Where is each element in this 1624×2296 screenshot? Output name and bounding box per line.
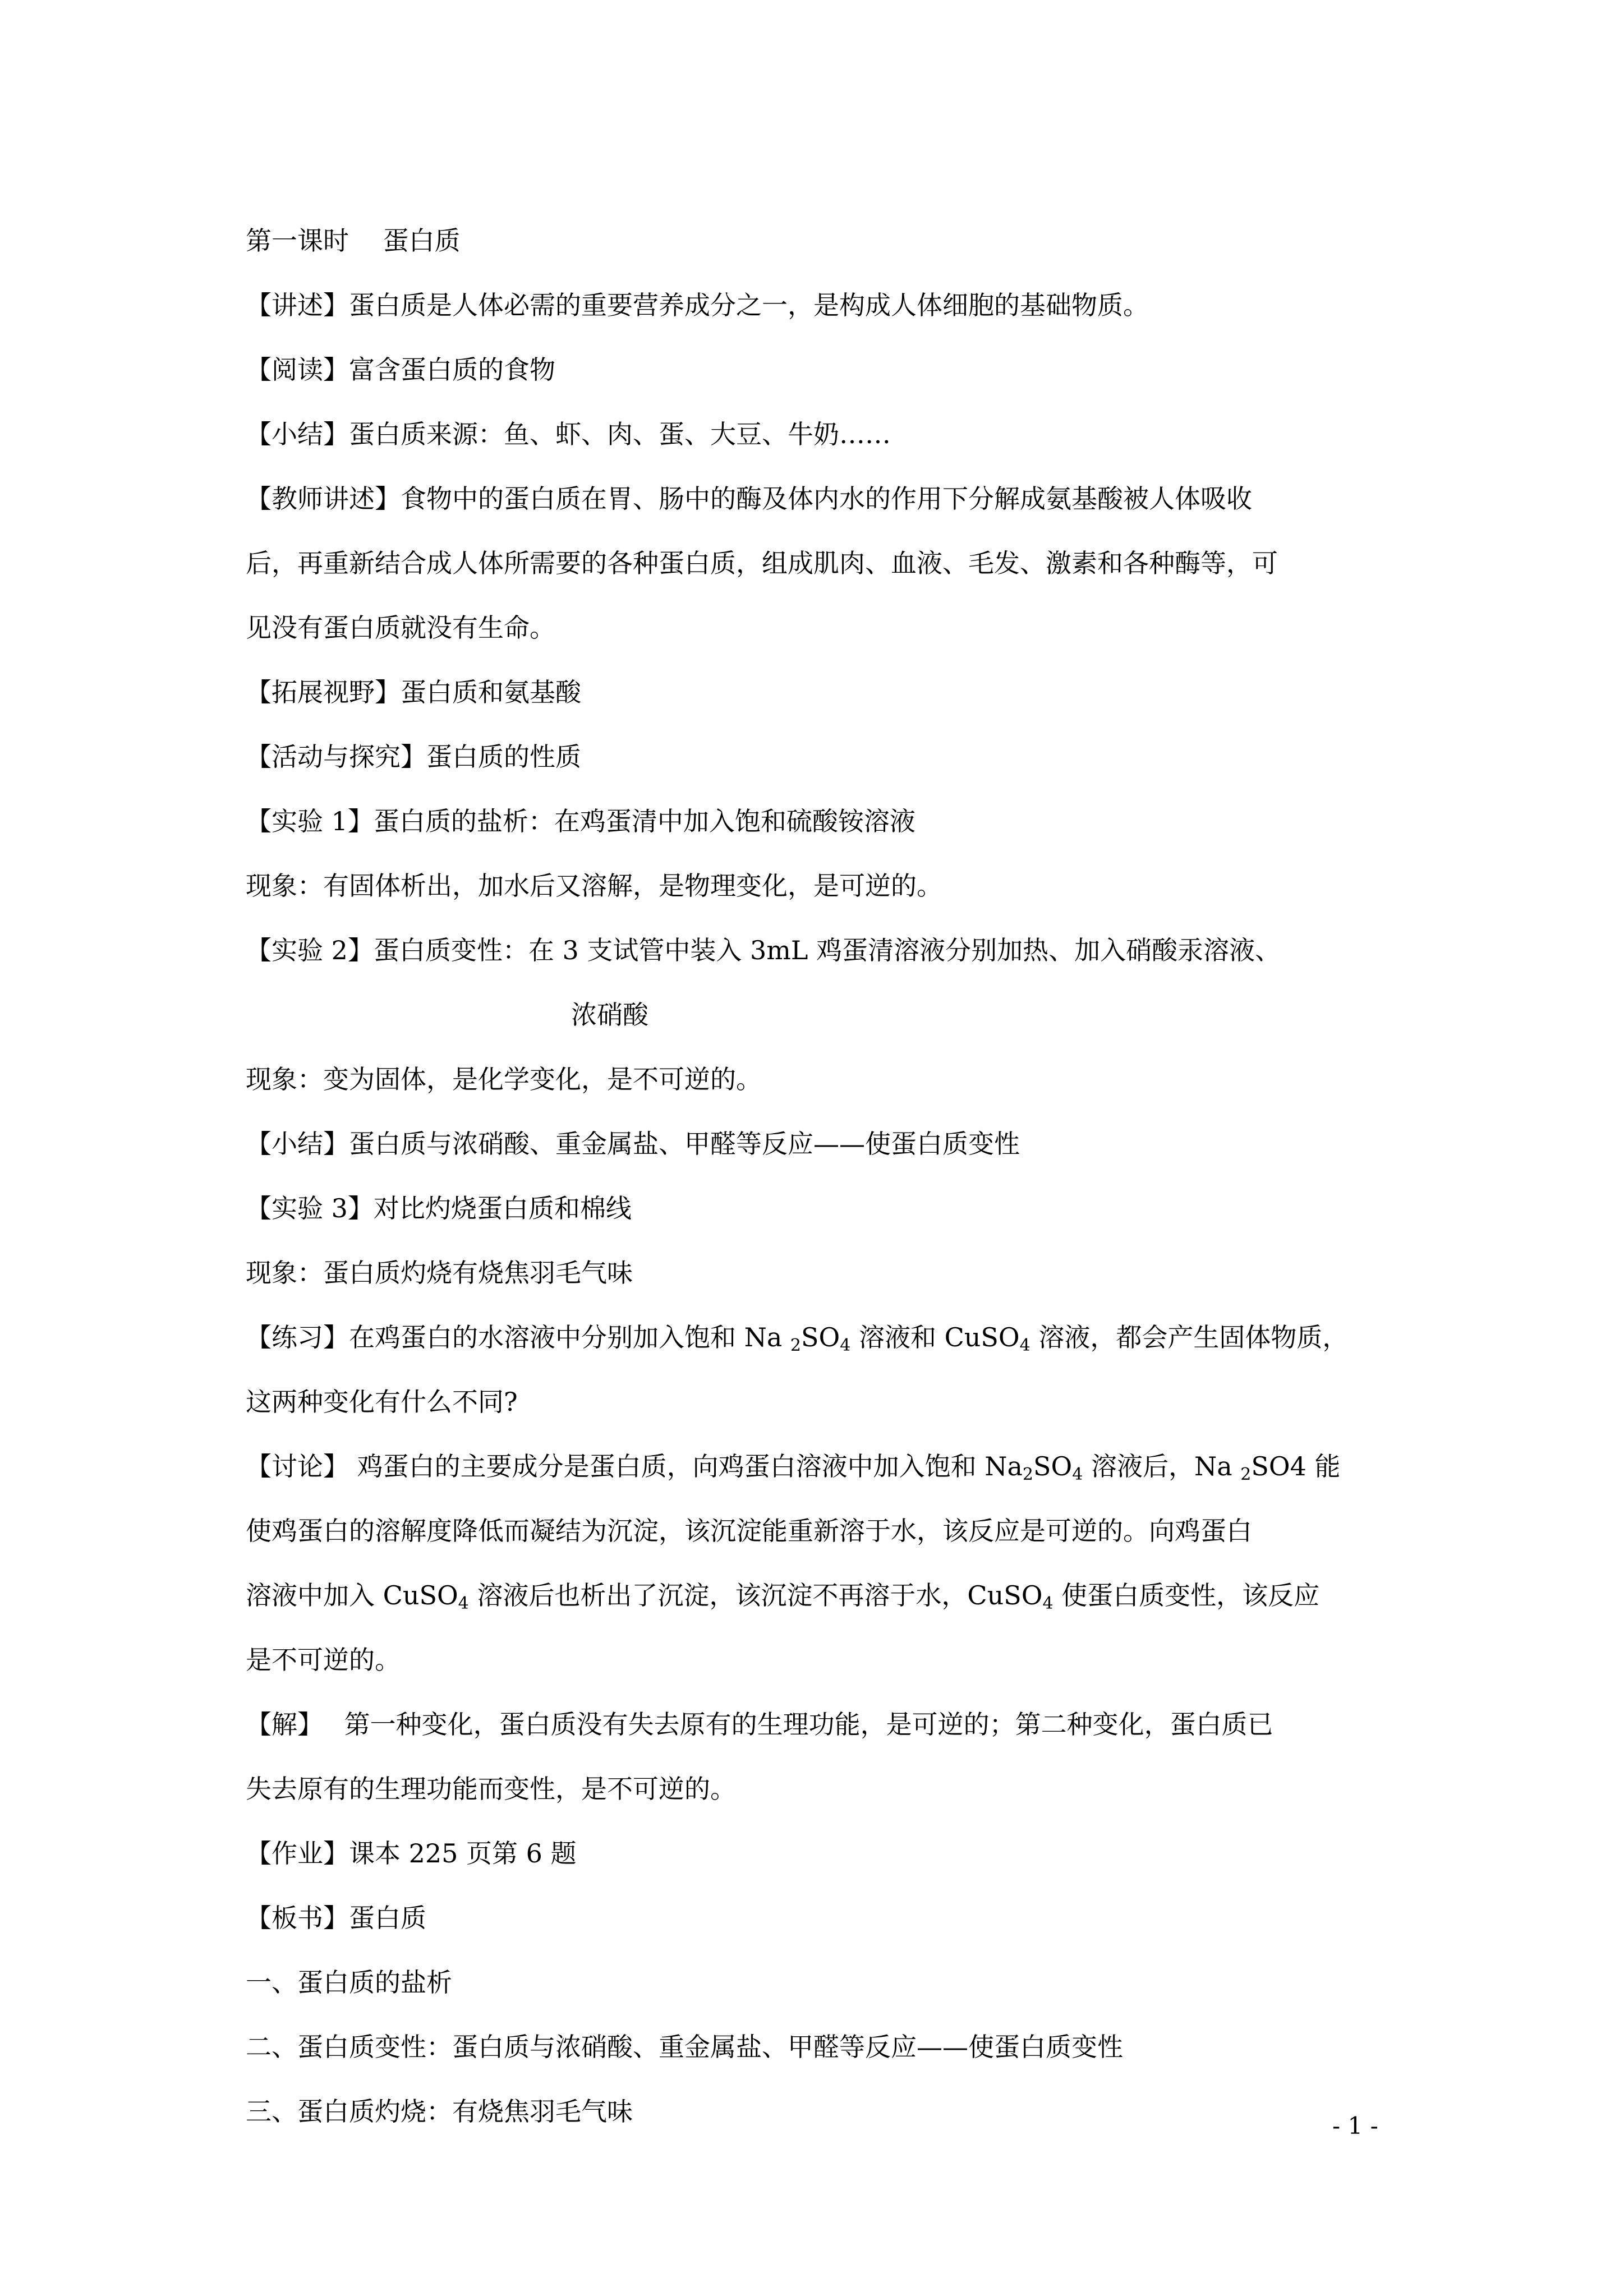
text-segment: 使蛋白质变性，该反应 (1053, 1580, 1320, 1611)
text-segment: SO4 能 (1251, 1451, 1341, 1481)
text-segment: 【讨论】 鸡蛋白的主要成分是蛋白质，向鸡蛋白溶液中加入饱和 Na (246, 1451, 1023, 1481)
page-number: - 1 - (1332, 2112, 1378, 2139)
paragraph-narration: 【讲述】蛋白质是人体必需的重要营养成分之一，是构成人体细胞的基础物质。 (246, 290, 1149, 320)
subscript: 4 (1019, 1336, 1030, 1355)
paragraph-discussion-line-4: 是不可逆的。 (246, 1645, 401, 1675)
subscript: 2 (1022, 1465, 1034, 1484)
paragraph-experiment-2-continued: 浓硝酸 (571, 1000, 648, 1030)
paragraph-homework: 【作业】课本 225 页第 6 题 (246, 1838, 577, 1869)
paragraph-answer-line-2: 失去原有的生理功能而变性，是不可逆的。 (246, 1774, 736, 1804)
subscript: 2 (790, 1336, 802, 1355)
blackboard-item-2: 二、蛋白质变性：蛋白质与浓硝酸、重金属盐、甲醛等反应——使蛋白质变性 (246, 2032, 1123, 2062)
paragraph-discussion-line-2: 使鸡蛋白的溶解度降低而凝结为沉淀，该沉淀能重新溶于水，该反应是可逆的。向鸡蛋白 (246, 1516, 1252, 1546)
blackboard-item-1: 一、蛋白质的盐析 (246, 1967, 452, 1998)
subscript: 4 (1042, 1594, 1053, 1613)
paragraph-activity: 【活动与探究】蛋白质的性质 (246, 742, 581, 772)
paragraph-teacher-narration-line-2: 后，再重新结合成人体所需要的各种蛋白质，组成肌肉、血液、毛发、激素和各种酶等，可 (246, 548, 1278, 578)
subscript: 2 (1240, 1465, 1252, 1484)
paragraph-teacher-narration-line-1: 【教师讲述】食物中的蛋白质在胃、肠中的酶及体内水的作用下分解成氨基酸被人体吸收 (246, 484, 1252, 514)
paragraph-phenomenon-3: 现象：蛋白质灼烧有烧焦羽毛气味 (246, 1258, 633, 1288)
paragraph-discussion-line-1 (246, 1434, 1390, 1499)
paragraph-teacher-narration-line-3: 见没有蛋白质就没有生命。 (246, 613, 555, 643)
text-segment: SO (1033, 1451, 1073, 1481)
text-segment: 溶液，都会产生固体物质， (1030, 1322, 1349, 1352)
paragraph-extended-view: 【拓展视野】蛋白质和氨基酸 (246, 677, 581, 707)
blackboard-item-3: 三、蛋白质灼烧：有烧焦羽毛气味 (246, 2096, 633, 2127)
paragraph-summary-sources: 【小结】蛋白质来源：鱼、虾、肉、蛋、大豆、牛奶…… (246, 419, 891, 449)
paragraph-reading: 【阅读】富含蛋白质的食物 (246, 355, 555, 385)
text-segment: 溶液中加入 CuSO (246, 1580, 458, 1611)
subscript: 4 (1072, 1465, 1083, 1484)
lesson-title: 第一课时 蛋白质 (246, 226, 461, 256)
document-body (246, 209, 1390, 2144)
paragraph-experiment-1: 【实验 1】蛋白质的盐析：在鸡蛋清中加入饱和硫酸铵溶液 (246, 806, 915, 836)
subscript: 4 (458, 1594, 469, 1613)
paragraph-experiment-3: 【实验 3】对比灼烧蛋白质和棉线 (246, 1193, 632, 1223)
paragraph-summary-denaturation: 【小结】蛋白质与浓硝酸、重金属盐、甲醛等反应——使蛋白质变性 (246, 1129, 1020, 1159)
text-segment: 溶液后，Na (1083, 1451, 1241, 1481)
paragraph-answer-line-1: 【解】 第一种变化，蛋白质没有失去原有的生理功能，是可逆的；第二种变化，蛋白质已 (246, 1709, 1273, 1740)
text-segment: SO (801, 1322, 840, 1352)
paragraph-discussion-line-3 (246, 1563, 1390, 1628)
paragraph-phenomenon-2: 现象：变为固体，是化学变化，是不可逆的。 (246, 1064, 762, 1094)
text-segment: 溶液后也析出了沉淀，该沉淀不再溶于水，CuSO (468, 1580, 1043, 1611)
paragraph-exercise-line-2: 这两种变化有什么不同? (246, 1387, 518, 1417)
text-segment: 【练习】在鸡蛋白的水溶液中分别加入饱和 Na (246, 1322, 790, 1352)
paragraph-experiment-2: 【实验 2】蛋白质变性：在 3 支试管中装入 3mL 鸡蛋清溶液分别加热、加入硝酸汞溶液、 (246, 935, 1281, 965)
subscript: 4 (840, 1336, 851, 1355)
paragraph-phenomenon-1: 现象：有固体析出，加水后又溶解，是物理变化，是可逆的。 (246, 871, 942, 901)
paragraph-blackboard: 【板书】蛋白质 (246, 1903, 426, 1933)
paragraph-exercise-line-1 (246, 1305, 1390, 1370)
text-segment: 溶液和 CuSO (850, 1322, 1020, 1352)
